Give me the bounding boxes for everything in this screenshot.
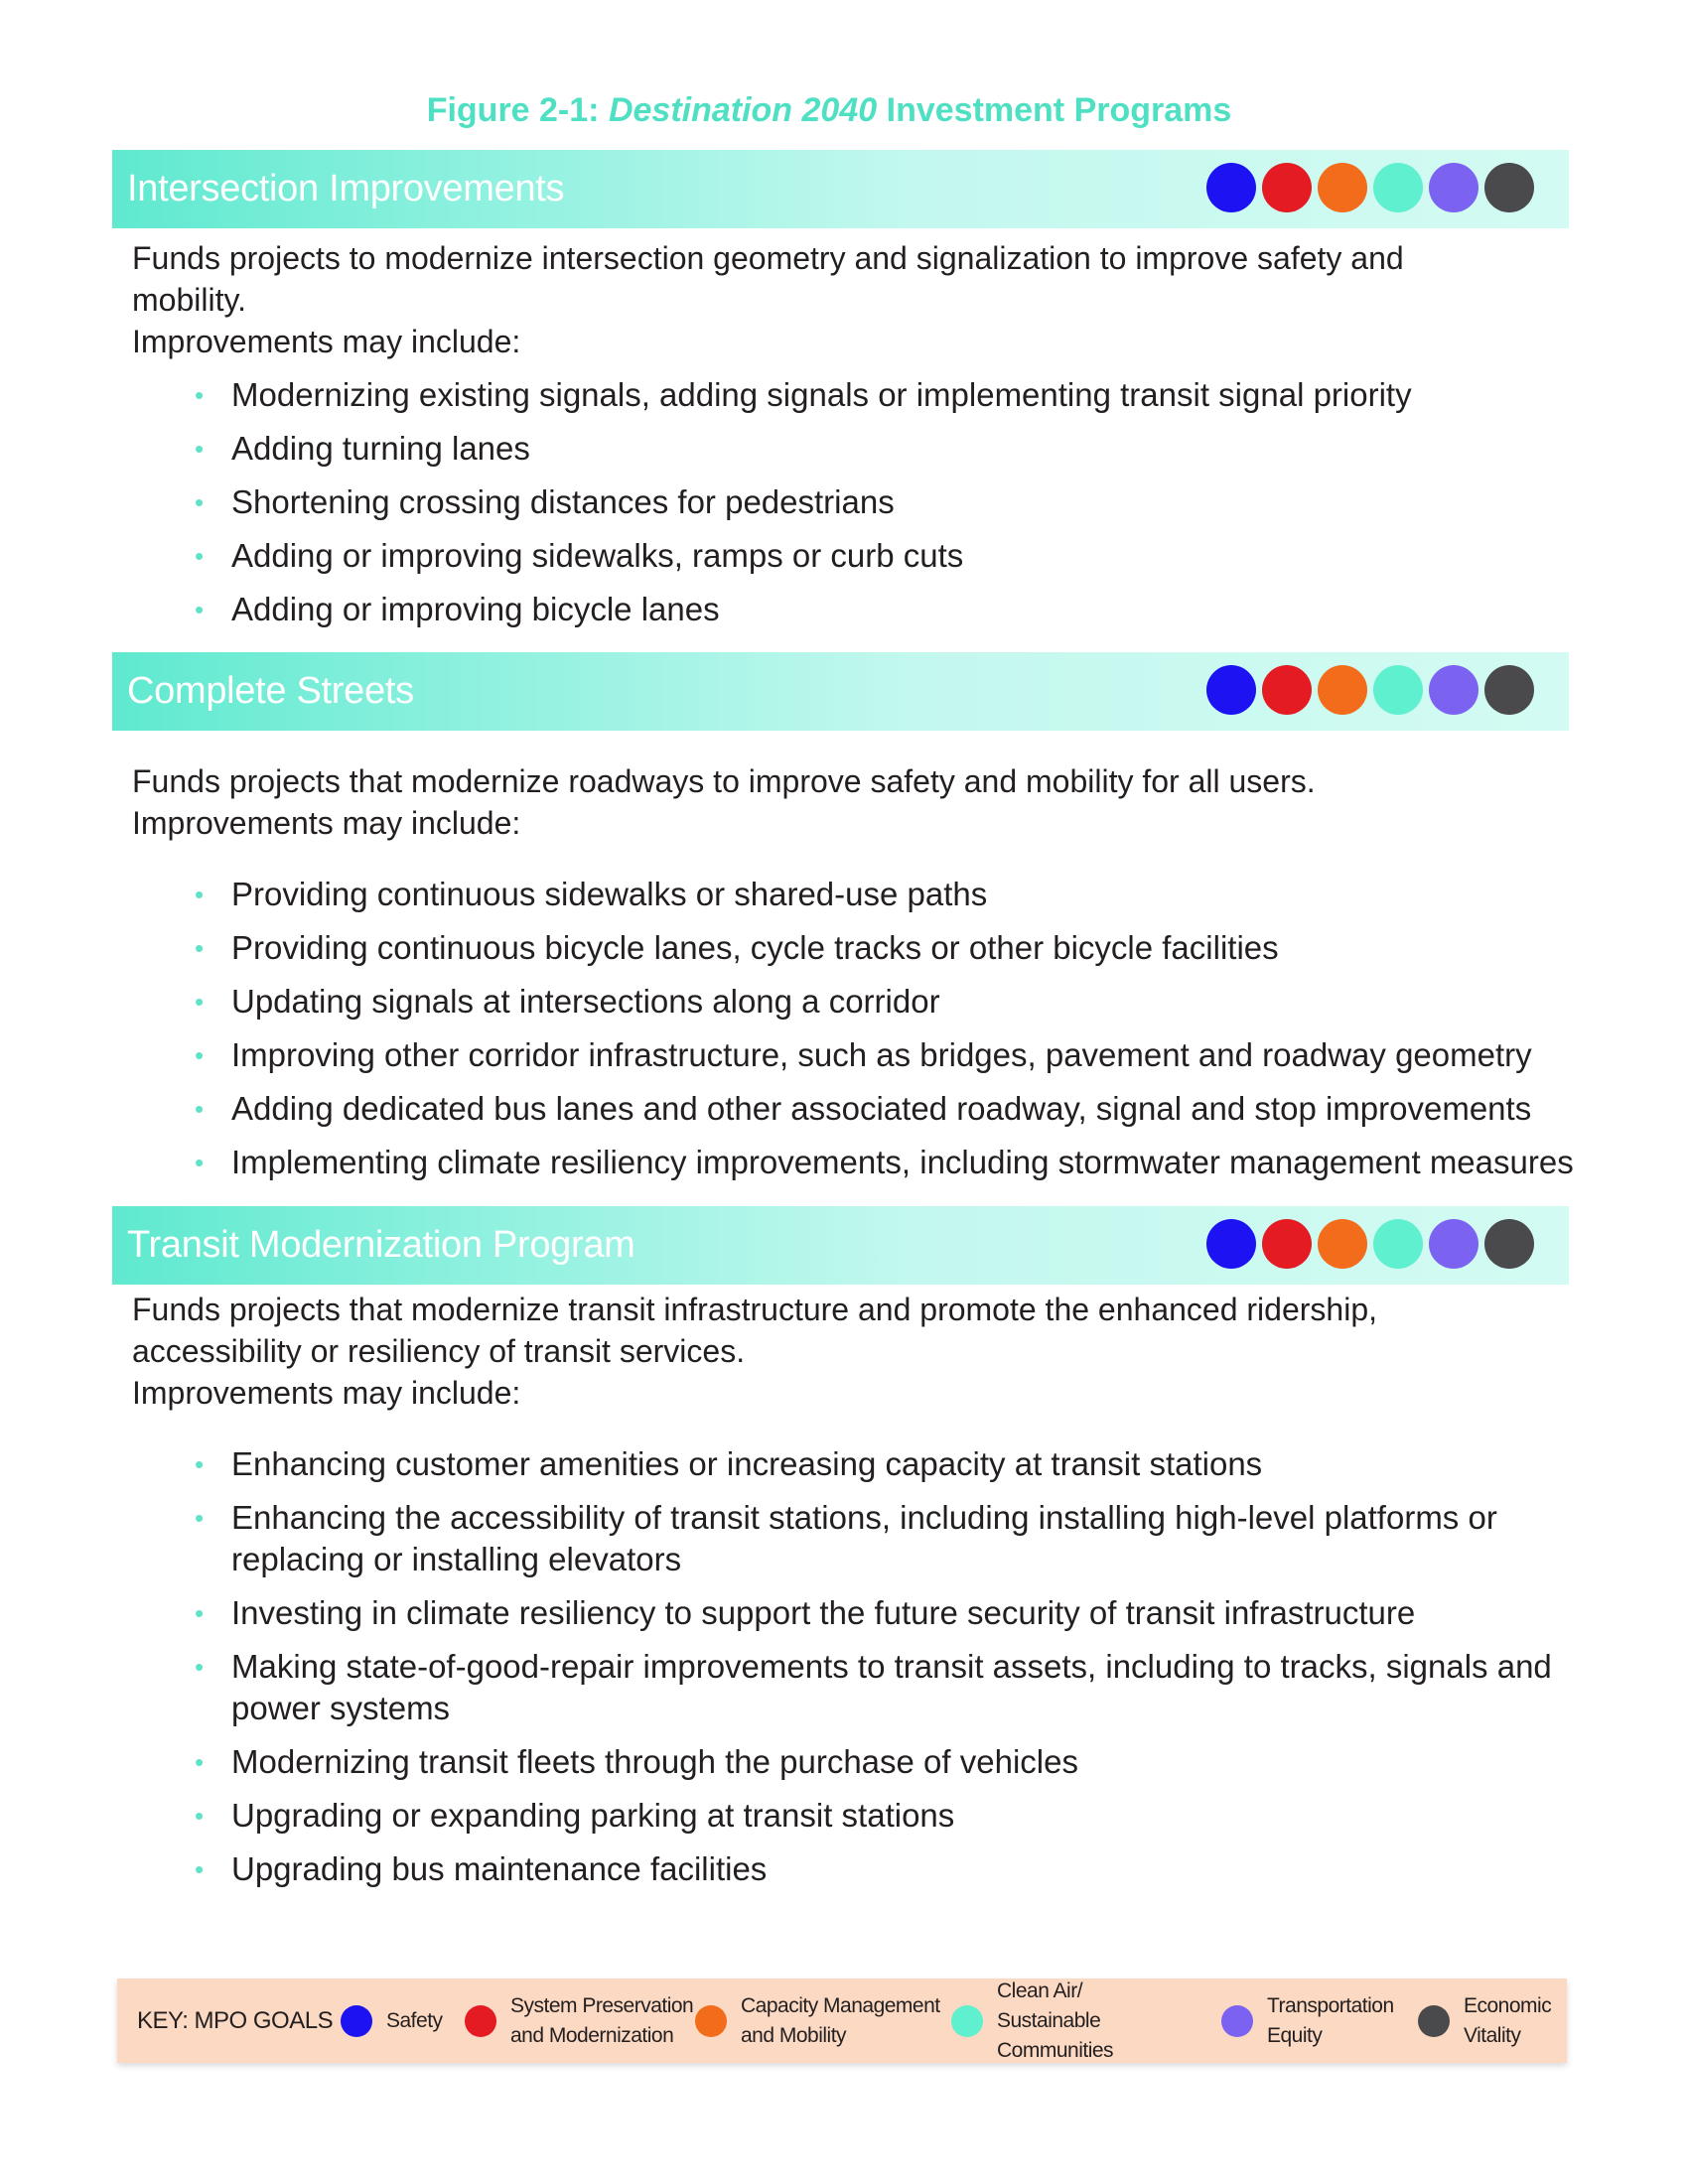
- key-item-line1: Transportation: [1267, 1993, 1394, 2017]
- goal-dot-capacity-management: [1318, 665, 1367, 715]
- goal-dot-system-preservation: [1262, 1219, 1312, 1269]
- goal-dot-capacity-management: [1318, 163, 1367, 212]
- goal-dot-safety: [1206, 1219, 1256, 1269]
- section-banner: [112, 150, 1569, 228]
- clean-air-dot-icon: [951, 2005, 983, 2037]
- section-intro: Improvements may include:: [132, 805, 521, 841]
- list-item: • Modernizing transit fleets through the purchase of vehicles: [112, 1741, 1562, 1783]
- goal-dots: [1206, 163, 1534, 212]
- key-item-system-preservation: [465, 1991, 695, 2051]
- list-item: • Upgrading or expanding parking at transit stations: [112, 1795, 1562, 1837]
- key-item-clean-air: [951, 1977, 1221, 2066]
- section-banner: [112, 652, 1569, 731]
- key-item-line2: Sustainable Communities: [997, 2008, 1114, 2062]
- goal-dot-transportation-equity: [1429, 163, 1478, 212]
- key-item-line1: Economic: [1464, 1993, 1552, 2017]
- capacity-management-dot-icon: [695, 2005, 727, 2037]
- section-transit-modernization: [112, 1206, 1569, 1902]
- section-banner: [112, 1206, 1569, 1285]
- figure-prefix: Figure 2-1:: [426, 91, 600, 129]
- goal-dot-clean-air: [1373, 163, 1423, 212]
- section-title: Complete Streets: [127, 670, 414, 712]
- goal-dots: [1206, 1219, 1534, 1269]
- goal-dot-economic-vitality: [1484, 665, 1534, 715]
- key-item-economic-vitality: [1418, 1991, 1552, 2051]
- list-item: • Modernizing existing signals, adding signals or implementing transit signal priority: [112, 374, 1562, 416]
- key-item-line1: Clean Air/: [997, 1979, 1083, 2002]
- list-item: • Upgrading bus maintenance facilities: [112, 1848, 1562, 1890]
- section-body: [132, 1289, 1569, 1414]
- list-item: • Making state-of-good-repair improvements to transit assets, including to tracks, signals and power systems: [112, 1646, 1562, 1729]
- key-item-line2: Equity: [1267, 2023, 1323, 2047]
- section-description: Funds projects that modernize roadways to improve safety and mobility for all users.: [132, 763, 1316, 799]
- section-description: Funds projects that modernize transit infrastructure and promote the enhanced ridership, accessibility or resiliency of transit services.: [132, 1292, 1377, 1369]
- section-body: [132, 760, 1569, 844]
- section-title: Intersection Improvements: [127, 168, 565, 209]
- goal-dot-capacity-management: [1318, 1219, 1367, 1269]
- list-item: • Updating signals at intersections along a corridor: [112, 981, 1562, 1023]
- figure-italic-title: Destination 2040: [608, 91, 878, 129]
- list-item: • Adding or improving sidewalks, ramps or curb cuts: [112, 535, 1562, 577]
- list-item: • Enhancing customer amenities or increasing capacity at transit stations: [112, 1443, 1562, 1485]
- goal-dot-safety: [1206, 163, 1256, 212]
- list-item: • Enhancing the accessibility of transit stations, including installing high-level platforms or replacing or installing elevators: [112, 1497, 1562, 1580]
- improvement-list: [112, 874, 1574, 1183]
- list-item: • Investing in climate resiliency to support the future security of transit infrastructure: [112, 1592, 1562, 1634]
- goal-dot-system-preservation: [1262, 163, 1312, 212]
- key-item-line1: Capacity Management: [741, 1993, 940, 2017]
- list-item: • Adding turning lanes: [112, 428, 1562, 470]
- goal-dot-safety: [1206, 665, 1256, 715]
- goal-dot-transportation-equity: [1429, 1219, 1478, 1269]
- safety-dot-icon: [341, 2005, 372, 2037]
- key-item-line1: System Preservation: [510, 1993, 694, 2017]
- key-item-capacity-management: [695, 1991, 951, 2051]
- goal-dot-economic-vitality: [1484, 163, 1534, 212]
- goal-dot-system-preservation: [1262, 665, 1312, 715]
- list-item: • Adding or improving bicycle lanes: [112, 589, 1562, 630]
- list-item: • Providing continuous sidewalks or shared-use paths: [112, 874, 1562, 915]
- key-item-line1: Safety: [386, 2008, 443, 2032]
- list-item: • Adding dedicated bus lanes and other associated roadway, signal and stop improvements: [112, 1088, 1641, 1130]
- key-item-safety: [341, 2005, 465, 2037]
- goal-dots: [1206, 665, 1534, 715]
- section-intersection-improvements: [112, 150, 1569, 642]
- improvement-list: [112, 374, 1569, 630]
- goal-dot-transportation-equity: [1429, 665, 1478, 715]
- key-item-transportation-equity: [1221, 1991, 1418, 2051]
- key-item-line2: and Modernization: [510, 2023, 674, 2047]
- section-intro: Improvements may include:: [132, 324, 521, 359]
- section-body: [132, 237, 1569, 362]
- key-item-line2: Vitality: [1464, 2023, 1521, 2047]
- goal-dot-economic-vitality: [1484, 1219, 1534, 1269]
- figure-suffix: Investment Programs: [886, 91, 1232, 129]
- section-intro: Improvements may include:: [132, 1375, 521, 1411]
- mpo-goals-key: [117, 1979, 1567, 2063]
- economic-vitality-dot-icon: [1418, 2005, 1450, 2037]
- list-item: • Implementing climate resiliency improvements, including stormwater management measures: [112, 1142, 1661, 1183]
- figure-title: [0, 91, 1658, 130]
- section-complete-streets: [112, 652, 1574, 1195]
- system-preservation-dot-icon: [465, 2005, 496, 2037]
- section-description: Funds projects to modernize intersection geometry and signalization to improve safety and mobility.: [132, 240, 1404, 318]
- key-label: KEY: MPO GOALS: [137, 2006, 334, 2034]
- goal-dot-clean-air: [1373, 1219, 1423, 1269]
- goal-dot-clean-air: [1373, 665, 1423, 715]
- list-item: • Improving other corridor infrastructure, such as bridges, pavement and roadway geometry: [112, 1034, 1641, 1076]
- section-title: Transit Modernization Program: [127, 1224, 635, 1266]
- list-item: • Providing continuous bicycle lanes, cycle tracks or other bicycle facilities: [112, 927, 1562, 969]
- transportation-equity-dot-icon: [1221, 2005, 1253, 2037]
- key-item-line2: and Mobility: [741, 2023, 847, 2047]
- improvement-list: [112, 1443, 1569, 1890]
- list-item: • Shortening crossing distances for pedestrians: [112, 481, 1562, 523]
